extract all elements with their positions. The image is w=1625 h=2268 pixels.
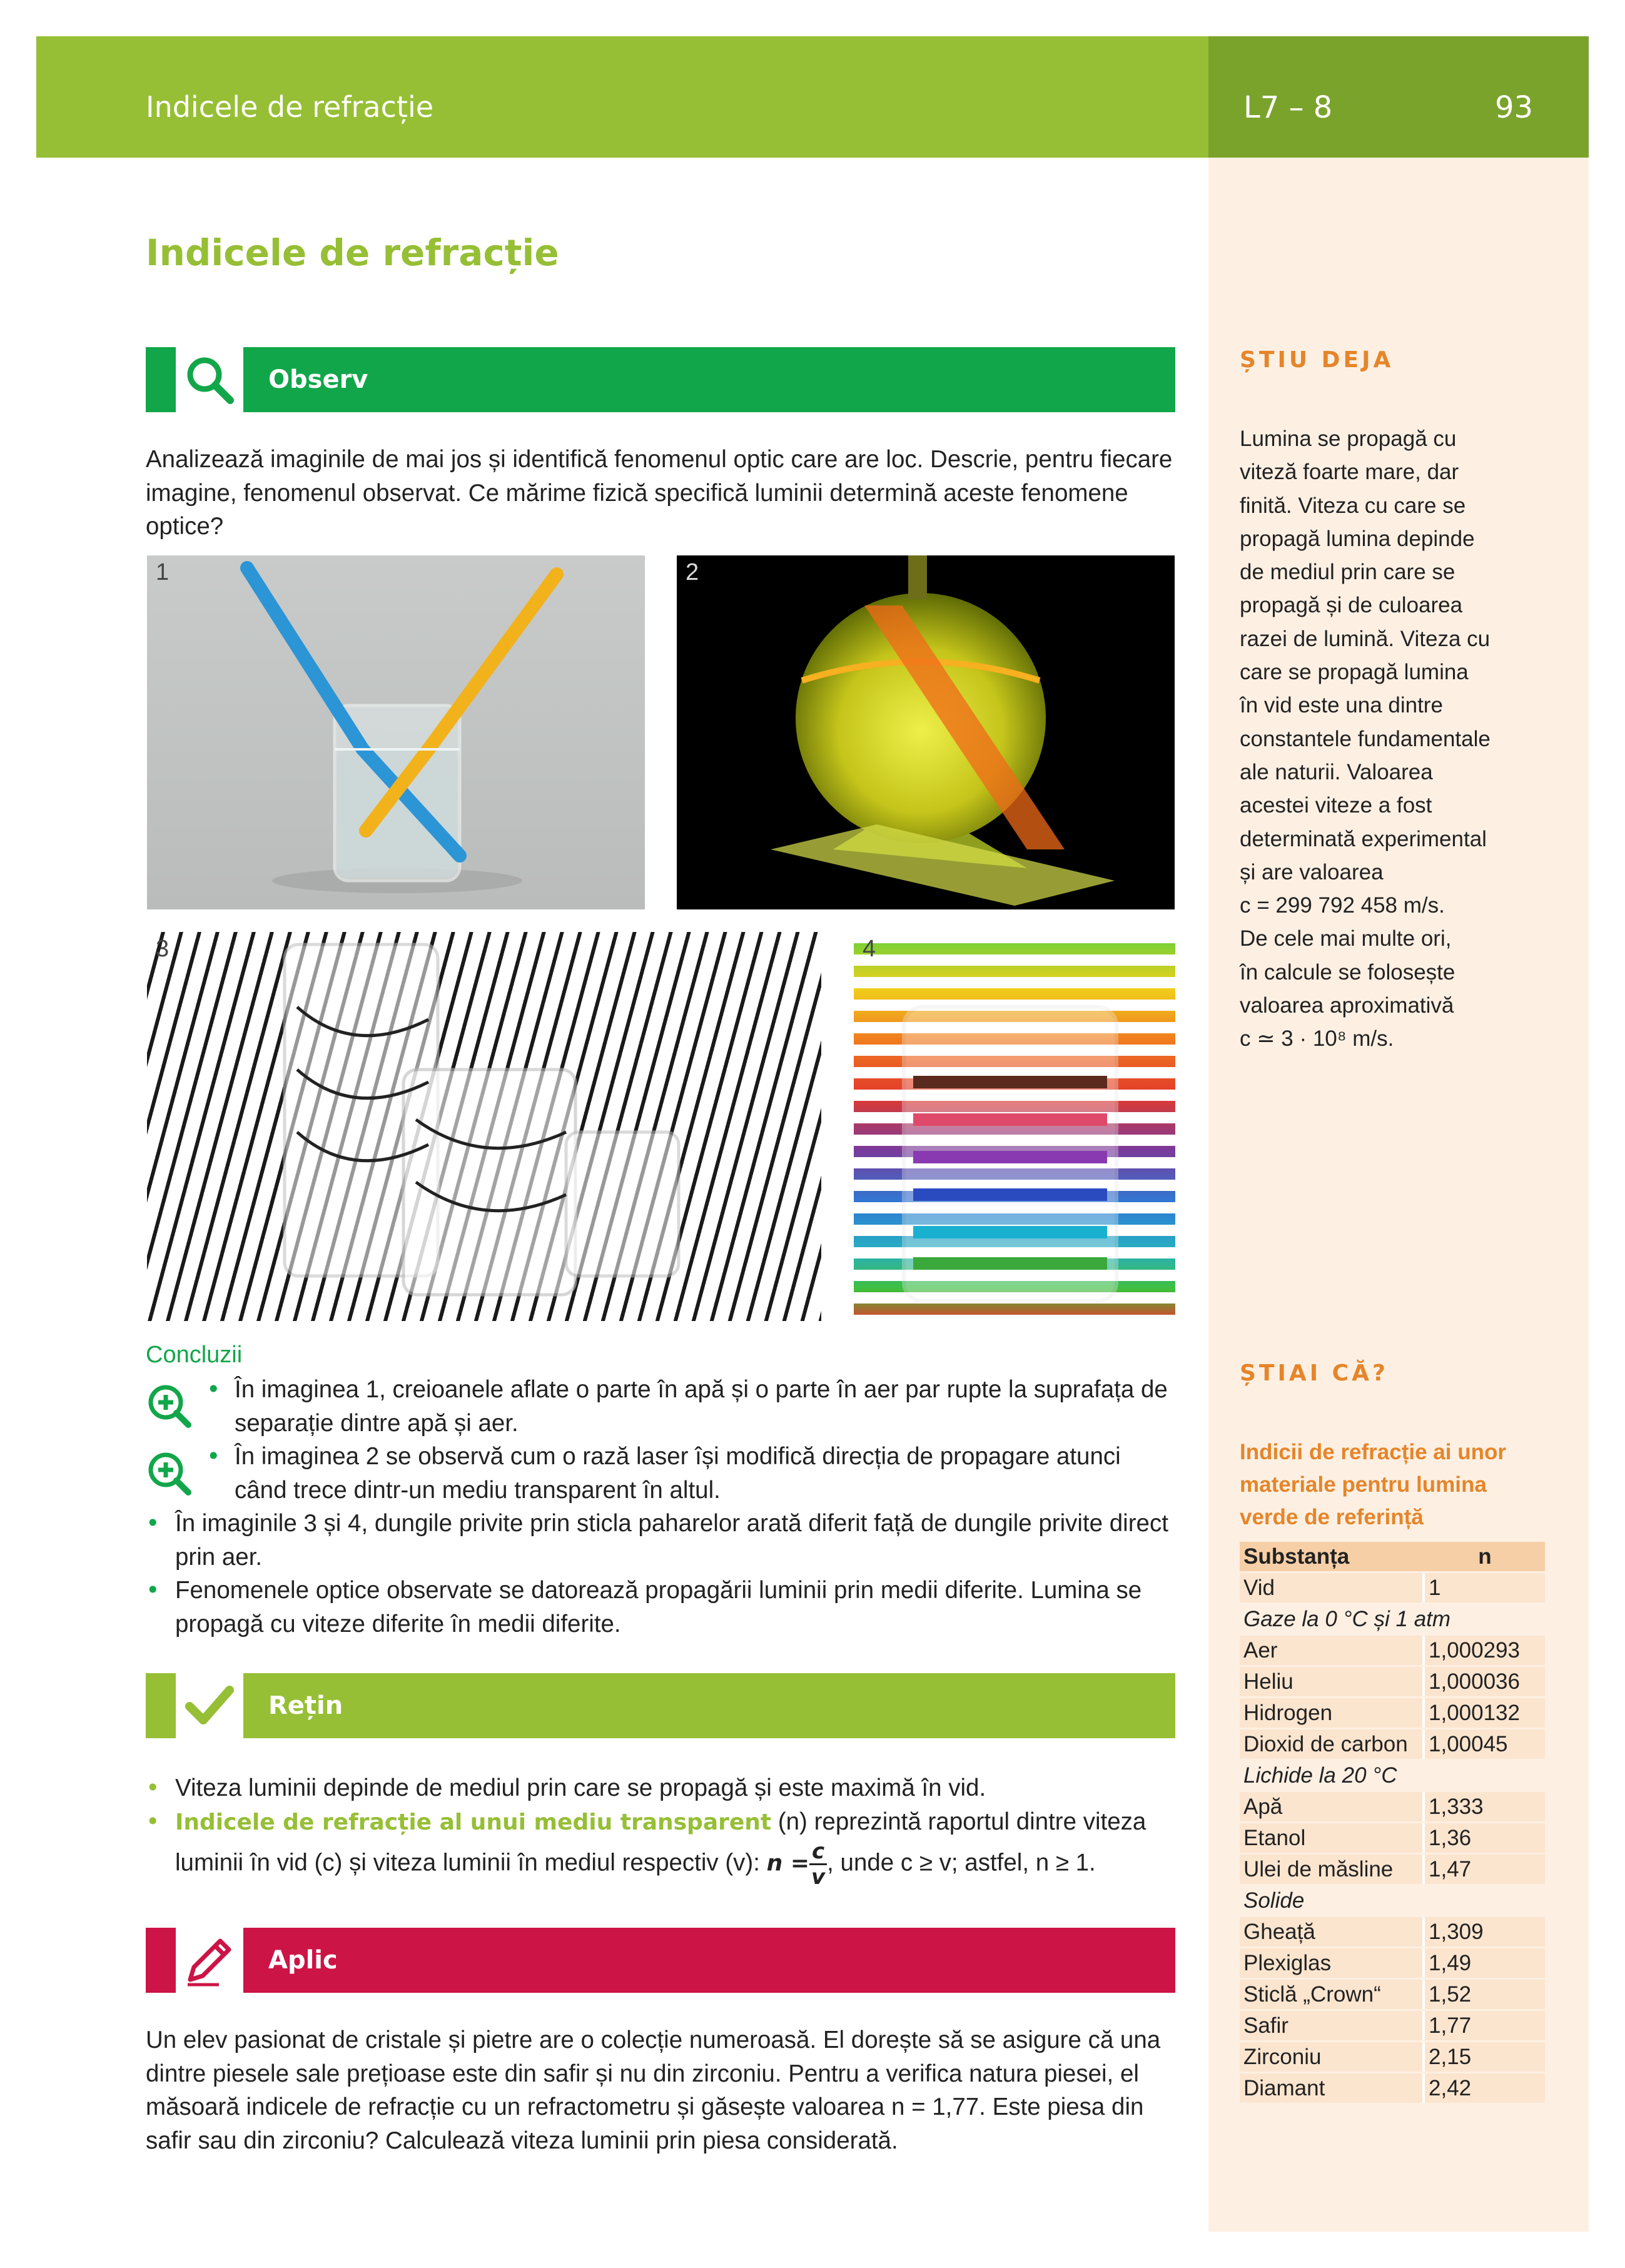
aplic-label: Aplic <box>268 1946 338 1975</box>
retin-item-1: Viteza luminii depinde de mediul prin care se propagă și este maximă în vid. <box>175 1774 986 1801</box>
aplic-text: Un elev pasionat de cristale și pietre are o colecție numeroasă. El dorește să se asigure că una dintre piesele sale prețioase este din safir și nu din zirconiu. Pentru a verifica natura piesei, el măsoară indicele de refracție cu un refractometru și găsește valoarea n = 1,77. Este piesa din safir sau din zirconiu? Calculează viteza luminii prin piesa considerată. <box>146 2027 1161 2154</box>
substance-cell: Aer <box>1240 1636 1425 1665</box>
table-row <box>1240 1636 1545 1665</box>
header-lesson: L7 – 8 <box>1243 90 1333 125</box>
table-group-label: Solide <box>1243 1888 1305 1913</box>
table-row <box>1240 1823 1545 1853</box>
retin-item-2 <box>175 1805 1176 1889</box>
substance-cell: Zirconiu <box>1240 2042 1425 2072</box>
table-group-label: Lichide la 20 °C <box>1243 1763 1397 1788</box>
stiu-deja-line: și are valoarea <box>1240 859 1384 884</box>
table-row <box>1240 2073 1545 2103</box>
index-value-cell: 2,15 <box>1425 2042 1545 2072</box>
observ-label: Observ <box>268 365 368 394</box>
banner-marker <box>146 1673 176 1738</box>
table-header-cell: n <box>1425 1542 1545 1571</box>
table-row <box>1240 1573 1545 1602</box>
index-value-cell: 2,42 <box>1425 2073 1545 2103</box>
formula-denominator: v <box>811 1864 826 1890</box>
table-caption-line: materiale pentru lumina <box>1240 1472 1487 1497</box>
retin-banner <box>146 1673 1175 1738</box>
photo-pencils-in-water <box>147 555 645 909</box>
table-header-cell: Substanța <box>1240 1542 1425 1571</box>
table-caption-line: Indicii de refracție ai unor <box>1240 1440 1506 1464</box>
stiu-deja-line: ale naturii. Valoarea <box>1240 759 1433 784</box>
stiu-deja-line: determinată experimental <box>1240 826 1487 851</box>
checkmark-icon <box>176 1673 243 1738</box>
table-caption <box>1240 1436 1565 1534</box>
zoom-plus-icon <box>146 1382 193 1432</box>
index-value-cell: 1,333 <box>1425 1792 1545 1821</box>
aplic-banner <box>146 1928 1175 1993</box>
substance-cell: Etanol <box>1240 1823 1425 1853</box>
stiu-deja-line: în calcule se folosește <box>1240 959 1455 985</box>
retin-symbol: (n) <box>777 1808 807 1835</box>
table-row <box>1240 1667 1545 1696</box>
index-value-cell: 1,000132 <box>1425 1698 1545 1728</box>
table-caption-line: verde de referință <box>1240 1505 1424 1529</box>
substance-cell: Plexiglas <box>1240 1948 1425 1978</box>
stiu-deja-line: propagă și de culoarea <box>1240 593 1463 618</box>
stiu-deja-line: constantele fundamentale <box>1240 726 1491 751</box>
photo-glasses-striped-background <box>147 932 821 1321</box>
stiu-deja-line: de mediul prin care se <box>1240 560 1455 585</box>
stiu-deja-line: razei de lumină. Viteza cu <box>1240 626 1491 651</box>
stiu-deja-line: acestei viteze a fost <box>1240 793 1432 818</box>
substance-cell: Apă <box>1240 1792 1425 1821</box>
banner-marker <box>146 347 176 412</box>
formula-condition: , unde c ≥ v; astfel, n ≥ 1. <box>827 1849 1096 1876</box>
index-value-cell: 1,77 <box>1425 2011 1545 2040</box>
stiu-deja-line: De cele mai multe ori, <box>1240 926 1452 951</box>
formula-numerator: c <box>809 1840 827 1865</box>
stiu-deja-text <box>1240 422 1565 1056</box>
table-row <box>1240 1948 1545 1978</box>
stiai-ca-heading: ȘTIAI CĂ? <box>1240 1360 1389 1386</box>
table-group-row <box>1240 1604 1545 1634</box>
index-value-cell: 1,309 <box>1425 1917 1545 1947</box>
index-value-cell: 1,36 <box>1425 1823 1545 1853</box>
observ-banner <box>146 347 1175 412</box>
substance-cell: Sticlă „Crown“ <box>1240 1980 1425 2009</box>
photo-laser-in-flask <box>677 555 1175 909</box>
stiu-deja-line: finită. Viteza cu care se <box>1240 493 1466 518</box>
index-value-cell: 1,000036 <box>1425 1667 1545 1696</box>
magnifier-icon <box>176 347 243 412</box>
table-row <box>1240 2042 1545 2072</box>
page-title: Indicele de refracție <box>146 231 559 274</box>
stiu-deja-line: c ≃ 3 · 10⁸ m/s. <box>1240 1026 1394 1051</box>
stiu-deja-line: valoarea aproximativă <box>1240 993 1454 1018</box>
formula-fraction <box>809 1840 827 1889</box>
index-value-cell: 1,47 <box>1425 1855 1545 1884</box>
substance-cell: Hidrogen <box>1240 1698 1425 1728</box>
conclusion-item: În imaginea 2 se observă cum o rază laser își modifică direcția de propagare atunci când trece dintr-un mediu transparent în altul. <box>235 1443 1121 1504</box>
pencil-icon <box>176 1928 243 1993</box>
stiu-deja-line: viteză foarte mare, dar <box>1240 460 1459 485</box>
conclusions-heading: Concluzii <box>146 1342 243 1368</box>
table-row <box>1240 1980 1545 2009</box>
retin-definition: reprezintă raportul dintre viteza luminii în vid (c) și viteza luminii în mediul respectiv (v): <box>175 1808 1147 1876</box>
page-number: 93 <box>1495 90 1534 125</box>
substance-cell: Gheață <box>1240 1917 1425 1947</box>
table-row <box>1240 1698 1545 1728</box>
substance-cell: Diamant <box>1240 2073 1425 2103</box>
stiu-deja-heading: ȘTIU DEJA <box>1240 347 1394 373</box>
table-group-label: Gaze la 0 °C și 1 atm <box>1243 1606 1451 1631</box>
image-number: 3 <box>156 936 170 962</box>
index-value-cell: 1,00045 <box>1425 1729 1545 1759</box>
substance-cell: Vid <box>1240 1573 1425 1602</box>
stiu-deja-line: care se propagă lumina <box>1240 660 1469 685</box>
stiu-deja-line: c = 299 792 458 m/s. <box>1240 893 1445 918</box>
stiu-deja-line: în vid este una dintre <box>1240 693 1443 718</box>
table-row <box>1240 2011 1545 2040</box>
observ-intro: Analizează imaginile de mai jos și identifică fenomenul optic care are loc. Descrie, pentru fiecare imagine, fenomenul observat. Ce mărime fizică specifică luminii determină aceste fenomene optice? <box>146 446 1173 540</box>
image-number: 2 <box>686 559 699 585</box>
substance-cell: Safir <box>1240 2011 1425 2040</box>
banner-marker <box>146 1928 176 1993</box>
stiu-deja-line: Lumina se propagă cu <box>1240 427 1457 451</box>
photo-glass-rainbow-stripes <box>854 932 1175 1321</box>
formula-lhs: n = <box>766 1850 809 1876</box>
stiu-deja-line: propagă lumina depinde <box>1240 526 1475 551</box>
index-value-cell: 1 <box>1425 1573 1545 1602</box>
conclusion-item: Fenomenele optice observate se datorează propagării luminii prin medii diferite. Lumina se propagă cu viteze diferite în medii diferite. <box>175 1577 1142 1638</box>
refraction-index-table <box>1240 1540 1545 2105</box>
index-value-cell: 1,49 <box>1425 1948 1545 1978</box>
header-section-title: Indicele de refracție <box>146 90 434 124</box>
image-number: 1 <box>156 559 170 585</box>
substance-cell: Heliu <box>1240 1667 1425 1696</box>
retin-label: Rețin <box>268 1691 343 1720</box>
zoom-plus-icon <box>146 1450 193 1500</box>
image-number: 4 <box>863 936 876 962</box>
table-group-row <box>1240 1761 1545 1790</box>
conclusion-item: În imaginile 3 și 4, dungile privite prin sticla paharelor arată diferit față de dungile privite direct prin aer. <box>175 1510 1168 1571</box>
substance-cell: Dioxid de carbon <box>1240 1729 1425 1759</box>
index-value-cell: 1,000293 <box>1425 1636 1545 1665</box>
retin-highlight: Indicele de refracție al unui mediu transparent <box>175 1810 772 1835</box>
table-row <box>1240 1792 1545 1821</box>
table-row <box>1240 1917 1545 1947</box>
index-value-cell: 1,52 <box>1425 1980 1545 2009</box>
conclusion-item: În imaginea 1, creioanele aflate o parte în apă și o parte în aer par rupte la suprafața de separație dintre apă și aer. <box>235 1376 1168 1437</box>
table-group-row <box>1240 1886 1545 1915</box>
table-row <box>1240 1729 1545 1759</box>
table-header-row <box>1240 1542 1545 1571</box>
table-row <box>1240 1855 1545 1884</box>
substance-cell: Ulei de măsline <box>1240 1855 1425 1884</box>
